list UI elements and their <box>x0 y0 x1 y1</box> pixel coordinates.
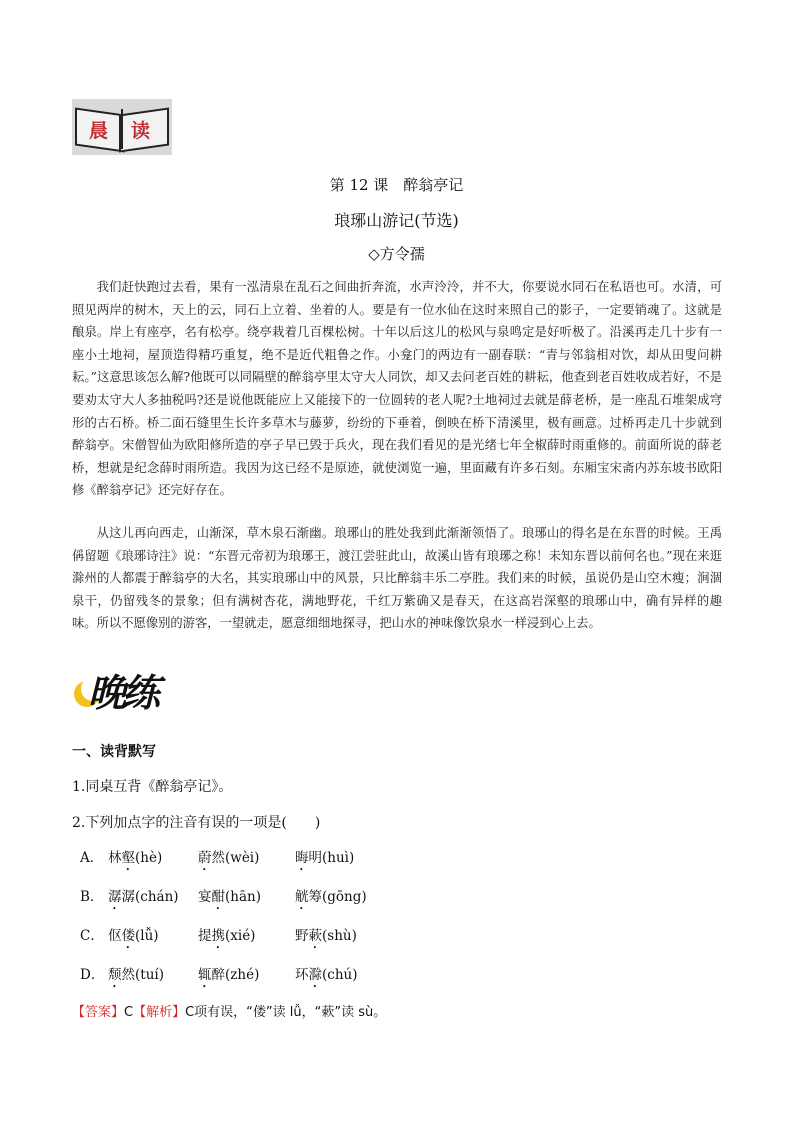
evening-practice-logo <box>72 667 172 719</box>
answer-value: C <box>124 1005 134 1020</box>
option-letter: A． <box>80 850 104 866</box>
morning-reading-logo <box>72 99 172 155</box>
option-letter: C． <box>80 928 104 944</box>
passage-title: 琅琊山游记(节选) <box>334 211 459 230</box>
option-word-3: 环滁(chú) <box>295 967 358 983</box>
option-letter: D． <box>80 967 105 983</box>
question-2: 2.下列加点字的注音有误的一项是( ) <box>72 815 321 831</box>
option-word-3: 觥筹(gōng) <box>295 889 367 905</box>
lesson-title: 第 12 课 醉翁亭记 <box>329 176 464 194</box>
analysis-text: C项有误，“偻”读 lǚ，“蔌”读 sù。 <box>185 1005 387 1020</box>
author-name: ◇方令孺 <box>368 245 425 263</box>
option-word-1: 伛偻(lǚ) <box>108 928 159 944</box>
section-heading: 一、读背默写 <box>72 744 156 760</box>
logo-char-2: 读 <box>131 120 151 142</box>
evening-logo-text: 晚练 <box>88 671 157 715</box>
option-word-1: 颓然(tuí) <box>108 967 164 983</box>
option-word-2: 宴酣(hān) <box>198 889 261 905</box>
option-letter: B． <box>80 889 104 905</box>
question-1: 1.同桌互背《醉翁亭记》。 <box>72 779 233 795</box>
passage-paragraph-2: 从这儿再向西走，山渐深，草木泉石渐幽。琅琊山的胜处我到此渐渐领悟了。琅琊山的得名是在东晋的时候。王禹偁留题《琅琊诗注》说：“东晋元帝初为琅琊王，渡江尝驻此山，故溪山皆有琅琊之称！未知东晋以前何名也。”现在来逛滁州的人都震于醉翁亭的大名，其实琅琊山中的风景，只比醉翁丰乐二亭胜。我们来的时候，虽说仍是山空木瘦；涧涸泉干，仍留残冬的景象；但有满树杏花，满地野花，千红万紫确又是春天，在这高岩深壑的琅琊山中，确有异样的趣味。所以不愿像别的游客，一望就走，愿意细细地探寻，把山水的神味像饮泉水一样浸到心上去。 <box>72 526 722 631</box>
option-word-3: 野蔌(shù) <box>295 928 357 944</box>
answer-line <box>72 1001 386 1020</box>
option-word-1: 林壑(hè) <box>108 850 163 866</box>
logo-char-1: 晨 <box>89 120 109 142</box>
analysis-tag: 【解析】 <box>133 1005 186 1020</box>
passage-paragraph-1: 我们赶快跑过去看，果有一泓清泉在乱石之间曲折奔流，水声泠泠，并不大，你要说水同石在私语也可。水清，可照见两岸的树木，天上的云，同石上立着、坐着的人。要是有一位水仙在这时来照自己的影子，一定要销魂了。这就是酿泉。岸上有座亭，名有松亭。绕亭栽着几百棵松树。十年以后这儿的松风与泉鸣定是好听极了。沿溪再走几十步有一座小土地祠，屋顶造得精巧重复，绝不是近代粗鲁之作。小龛门的两边有一副春联：“青与邻翁相对饮，却从田叟问耕耘。”这意思该怎么解?他既可以同隔壁的醉翁亭里太守大人同饮，却又去问老百姓的耕耘，他查到老百姓收成若好，不是要劝太守大人多抽税吗?还是说他既能应上又能接下的一位圆转的老人呢?土地祠过去就是薛老桥，是一座乱石堆架成穹形的古石桥。桥二面石缝里生长许多草木与藤萝，纷纷的下垂着，倒映在桥下清溪里，极有画意。过桥再走几十步就到醉翁亭。宋僧智仙为欧阳修所造的亭子早已毁于兵火，现在我们看见的是光绪七年全椒薛时雨重修的。前面所说的薛老桥，想就是纪念薛时雨所造。我因为这已经不是原迹，就使浏览一遍，里面藏有许多石刻。东厢宝宋斋内苏东坡书欧阳修《醉翁亭记》还完好存在。 <box>72 280 722 498</box>
option-word-2: 提携(xié) <box>198 928 256 944</box>
option-word-2: 蔚然(wèi) <box>198 850 260 866</box>
book-spine-icon <box>121 109 123 149</box>
option-word-1: 潺潺(chán) <box>108 889 179 905</box>
answer-tag: 【答案】 <box>72 1005 125 1020</box>
option-word-3: 晦明(huì) <box>295 850 355 866</box>
option-word-2: 辄醉(zhé) <box>198 967 260 983</box>
